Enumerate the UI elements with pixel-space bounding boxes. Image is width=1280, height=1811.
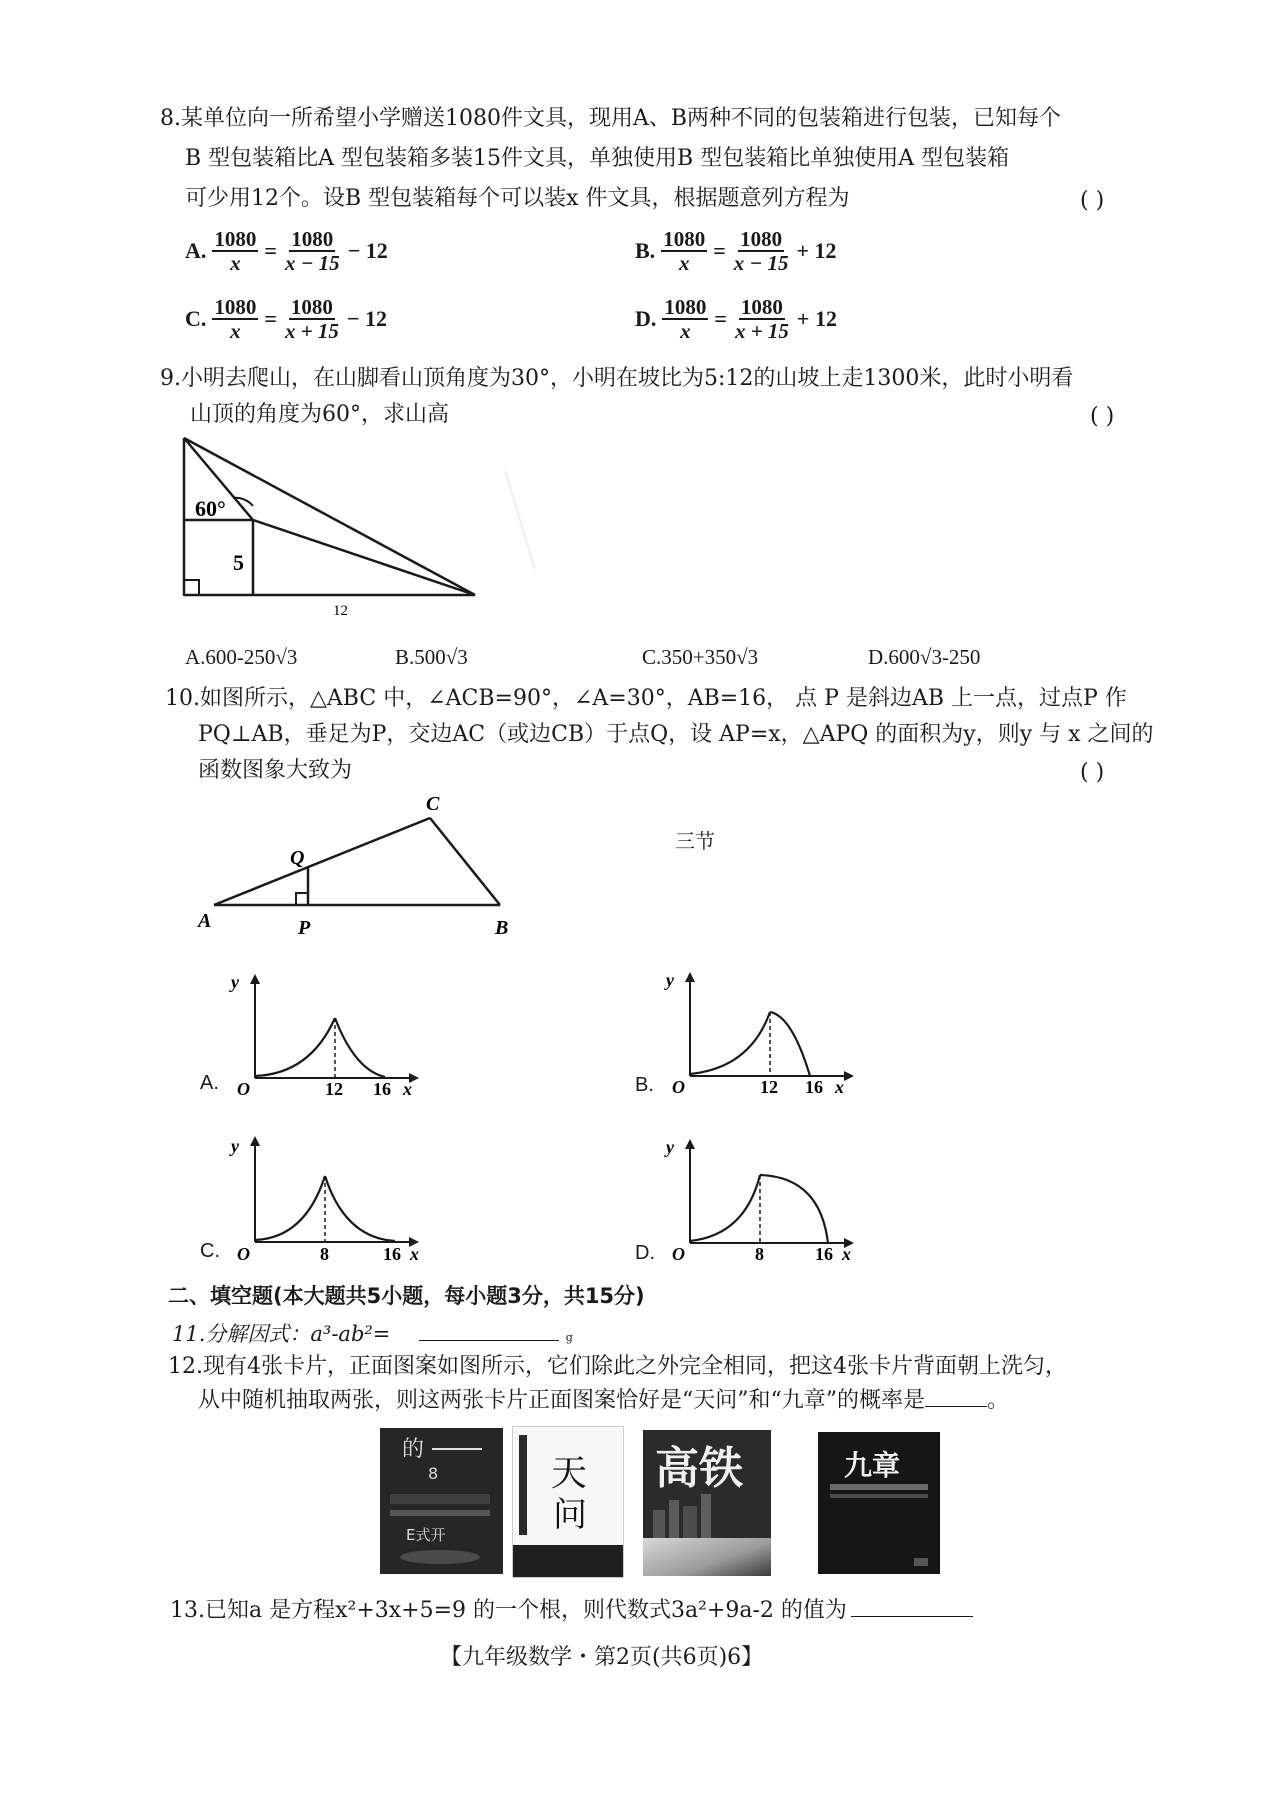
svg-text:x: x (410, 1244, 419, 1264)
svg-text:y: y (666, 1137, 674, 1157)
q13: 13.已知a 是方程x²+3x+5=9 的一个根，则代数式3a²+9a-2 的值为 (170, 1596, 973, 1626)
graph-c-label: C. (200, 1240, 220, 1262)
q8-line2: B 型包装箱比A 型包装箱多装15件文具，单独使用B 型包装箱比单独使用A 型包装箱 (185, 146, 1010, 171)
q10-triangle-figure (190, 790, 520, 950)
graph-d (660, 1135, 860, 1265)
svg-text:x: x (835, 1077, 844, 1097)
answer-blank (851, 1616, 973, 1617)
graph-d-label: D. (635, 1242, 655, 1264)
answer-blank (925, 1406, 987, 1407)
q9-mountain-figure (175, 430, 545, 625)
fraction-right: $\frac{1080}{x - 15}$ (733, 227, 789, 275)
vertex-p: P (298, 917, 311, 939)
q10-line3: 函数图象大致为 (198, 758, 353, 783)
svg-text:x: x (403, 1079, 412, 1099)
angle-label: 60° (195, 496, 226, 521)
svg-text:8: 8 (755, 1244, 764, 1264)
q9-line1: 9.小明去爬山，在山脚看山顶角度为30°，小明在坡比为5:12的山坡上走1300米，此时小明看 (160, 366, 1074, 391)
option-label: D. (635, 306, 657, 331)
svg-text:16: 16 (805, 1077, 823, 1097)
svg-text:y: y (231, 1136, 239, 1156)
vertex-a: A (198, 910, 212, 932)
svg-text:8: 8 (320, 1244, 329, 1264)
q9-option-a: A.600-250√3 (185, 645, 298, 669)
q8-option-a: A. $\frac{1080}{x}$ = $\frac{1080}{x - 15}$ − 12 (185, 227, 388, 275)
graph-b-label: B. (635, 1074, 654, 1096)
vertex-b: B (495, 917, 509, 939)
fraction-right: $\frac{1080}{x - 15}$ (284, 227, 340, 275)
fraction-left: $\frac{1080}{x}$ (664, 295, 707, 343)
stray-text: 三节 (675, 829, 715, 853)
card-1: 的 8 E式开 (380, 1428, 503, 1574)
fraction-right: $\frac{1080}{x + 15}$ (284, 295, 339, 343)
q12-line1: 12.现有4张卡片，正面图案如图所示，它们除此之外完全相同，把这4张卡片背面朝上洗匀， (168, 1354, 1067, 1379)
height-label: 5 (233, 550, 244, 575)
graph-b (660, 968, 860, 1098)
svg-text:O: O (237, 1079, 250, 1099)
svg-text:y: y (231, 972, 239, 992)
q10-line1: 10.如图所示，△ABC 中，∠ACB=90°，∠A=30°，AB=16， 点 P 是斜边AB 上一点，过点P 作 (165, 686, 1127, 711)
svg-text:x: x (842, 1244, 851, 1264)
q11: 11.分解因式：a³-ab²= g (172, 1322, 573, 1346)
section-heading: 二、填空题(本大题共5小题，每小题3分，共15分) (168, 1284, 645, 1308)
q8-line1: 8.某单位向一所希望小学赠送1080件文具，现用A、B两种不同的包装箱进行包装，已知每个 (160, 106, 1062, 131)
graph-a (225, 970, 425, 1100)
svg-text:O: O (672, 1077, 685, 1097)
q9-answer-paren: ( ) (1090, 404, 1115, 429)
fraction-right: $\frac{1080}{x + 15}$ (734, 295, 789, 343)
svg-text:y: y (666, 970, 674, 990)
svg-text:O: O (672, 1244, 685, 1264)
fraction-left: $\frac{1080}{x}$ (663, 227, 706, 275)
q10-line2: PQ⊥AB，垂足为P，交边AC（或边CB）于点Q，设 AP=x，△APQ 的面积为y，则y 与 x 之间的 (198, 722, 1154, 747)
vertex-q: Q (290, 847, 305, 869)
svg-text:16: 16 (383, 1244, 401, 1264)
svg-text:16: 16 (373, 1079, 391, 1099)
fraction-left: $\frac{1080}{x}$ (214, 227, 257, 275)
card-jiuzhang: 九章 (818, 1432, 940, 1574)
q9-option-c: C.350+350√3 (642, 645, 759, 669)
base-label: 12 (333, 603, 348, 619)
svg-text:16: 16 (815, 1244, 833, 1264)
q8-option-b: B. $\frac{1080}{x}$ = $\frac{1080}{x - 15}$ + 12 (635, 227, 837, 275)
option-label: C. (185, 306, 207, 331)
q10-answer-paren: ( ) (1080, 760, 1105, 785)
card-tianwen: 天 问 (512, 1426, 624, 1578)
q8-answer-paren: ( ) (1080, 188, 1105, 213)
q8-line3: 可少用12个。设B 型包装箱每个可以装x 件文具，根据题意列方程为 (185, 186, 850, 211)
answer-blank (419, 1340, 559, 1341)
graph-c (225, 1130, 425, 1265)
page-footer: 【九年级数学・第2页(共6页)6】 (440, 1645, 764, 1670)
graph-a-label: A. (200, 1072, 219, 1094)
q9-option-d: D.600√3-250 (868, 645, 981, 669)
svg-text:12: 12 (325, 1079, 343, 1099)
q9-line2: 山顶的角度为60°，求山高 (190, 402, 449, 427)
option-label: A. (185, 238, 207, 263)
vertex-c: C (426, 793, 440, 815)
svg-text:O: O (237, 1244, 250, 1264)
option-label: B. (635, 238, 656, 263)
q12-line2: 从中随机抽取两张，则这两张卡片正面图案恰好是“天问”和“九章”的概率是 。 (198, 1388, 1010, 1413)
card-gaotie: 高铁 (643, 1430, 771, 1576)
q9-option-b: B.500√3 (395, 645, 468, 669)
svg-text:12: 12 (760, 1077, 778, 1097)
fraction-left: $\frac{1080}{x}$ (214, 295, 257, 343)
q8-option-c: C. $\frac{1080}{x}$ = $\frac{1080}{x + 15}$ − 12 (185, 295, 387, 343)
q8-option-d: D. $\frac{1080}{x}$ = $\frac{1080}{x + 15}$ + 12 (635, 295, 837, 343)
